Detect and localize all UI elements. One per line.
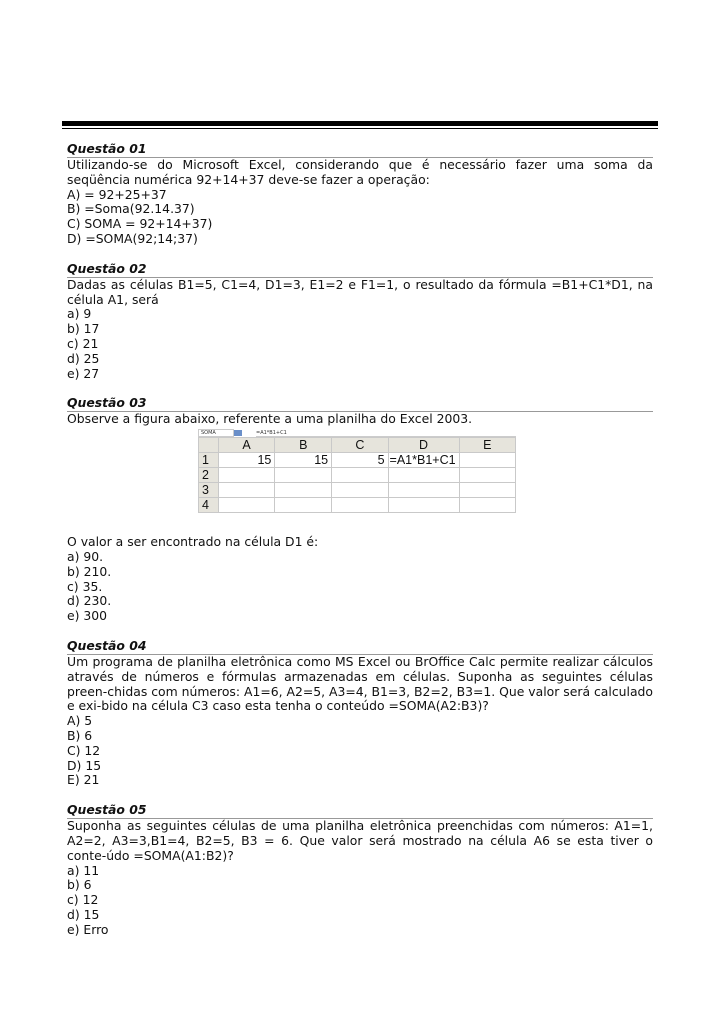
option: D) =SOMA(92;14;37) — [67, 230, 198, 246]
option: d) 25 — [67, 350, 100, 366]
cell — [459, 483, 515, 498]
option: A) = 92+25+37 — [67, 186, 167, 202]
spreadsheet-figure — [67, 429, 653, 535]
cell — [218, 498, 275, 513]
option: C) 12 — [67, 742, 101, 758]
cell — [332, 498, 388, 513]
option: a) 11 — [67, 862, 100, 878]
option: d) 15 — [67, 906, 100, 922]
cell-d1: =A1*B1+C1 — [388, 453, 459, 468]
cell — [332, 468, 388, 483]
header-rule — [62, 121, 658, 126]
question-title: Questão 03 — [67, 396, 653, 412]
table-row — [199, 498, 516, 513]
option: a) 90. — [67, 548, 104, 564]
row-header: 1 — [199, 453, 219, 468]
formula-text: =A1*B1+C1 — [256, 430, 516, 437]
question-prompt: O valor a ser encontrado na célula D1 é: — [67, 534, 319, 550]
question-text: Observe a figura abaixo, referente a uma planilha do Excel 2003. — [67, 411, 473, 427]
question-03 — [67, 396, 653, 624]
option: b) 6 — [67, 877, 92, 893]
question-05 — [67, 803, 653, 937]
corner-cell — [199, 438, 219, 453]
option: e) 300 — [67, 608, 108, 624]
table-row — [199, 483, 516, 498]
cell — [388, 468, 459, 483]
row-header: 3 — [199, 483, 219, 498]
question-text: Utilizando-se do Microsoft Excel, considerando que é necessário fazer uma soma da seqüência numérica 92+14+37 deve-se fazer a operação: — [67, 157, 653, 187]
option: a) 9 — [67, 306, 92, 322]
cell — [332, 483, 388, 498]
cell — [275, 483, 332, 498]
option: c) 12 — [67, 892, 99, 908]
cell — [459, 468, 515, 483]
column-header: E — [459, 438, 515, 453]
cell-e1 — [459, 453, 515, 468]
question-04 — [67, 639, 653, 788]
option: c) 35. — [67, 578, 103, 594]
question-title: Questão 05 — [67, 803, 653, 819]
name-box: SOMA — [198, 429, 234, 437]
column-header: C — [332, 438, 388, 453]
option: c) 21 — [67, 335, 99, 351]
cell-b1: 15 — [275, 453, 332, 468]
option: D) 15 — [67, 757, 102, 773]
cell — [218, 483, 275, 498]
cell-grid — [198, 437, 516, 513]
option: C) SOMA = 92+14+37) — [67, 216, 213, 232]
option: b) 210. — [67, 563, 112, 579]
question-list — [67, 142, 653, 952]
question-02 — [67, 262, 653, 382]
question-text: Um programa de planilha eletrônica como MS Excel ou BrOffice Calc permite realizar cálculos através de números e fórmulas armazenadas em células. Suponha as seguintes células preen-chidas com números: A1=6, A2=5, A3=4, B1=3, B2=2, B3=1. Que valor será calculado e exi-bido na célula C3 caso esta tenha o conteúdo =SOMA(A2:B3)? — [67, 653, 653, 714]
cell — [459, 498, 515, 513]
formula-bar — [198, 429, 516, 437]
cell — [388, 498, 459, 513]
option: E) 21 — [67, 772, 100, 788]
table-row — [199, 468, 516, 483]
question-text: Suponha as seguintes células de uma planilha eletrônica preenchidas com números: A1=1, A2=2, A3=3,B1=4, B2=5, B3 = 6. Que valor será mostrado na célula A6 se esta tiver o conte-údo =SOMA(A1:B2)? — [67, 818, 653, 863]
cell — [218, 468, 275, 483]
option: d) 230. — [67, 593, 112, 609]
row-header: 2 — [199, 468, 219, 483]
question-text: Dadas as células B1=5, C1=4, D1=3, E1=2 e F1=1, o resultado da fórmula =B1+C1*D1, na célula A1, será — [67, 276, 653, 307]
column-header: D — [388, 438, 459, 453]
cell — [388, 483, 459, 498]
option: e) 27 — [67, 365, 100, 381]
question-title: Questão 04 — [67, 639, 653, 655]
option: B) =Soma(92.14.37) — [67, 201, 195, 217]
row-header: 4 — [199, 498, 219, 513]
option: b) 17 — [67, 321, 100, 337]
cell — [275, 468, 332, 483]
cell — [275, 498, 332, 513]
dropdown-arrow-icon — [234, 430, 242, 436]
spreadsheet — [198, 429, 516, 513]
column-header: B — [275, 438, 332, 453]
cell-a1: 15 — [218, 453, 275, 468]
option: e) Erro — [67, 921, 109, 937]
cell-c1: 5 — [332, 453, 388, 468]
option: A) 5 — [67, 713, 93, 729]
question-01 — [67, 142, 653, 247]
option: B) 6 — [67, 727, 93, 743]
column-header: A — [218, 438, 275, 453]
question-title: Questão 01 — [67, 142, 653, 158]
question-title: Questão 02 — [67, 262, 653, 278]
table-row — [199, 453, 516, 468]
